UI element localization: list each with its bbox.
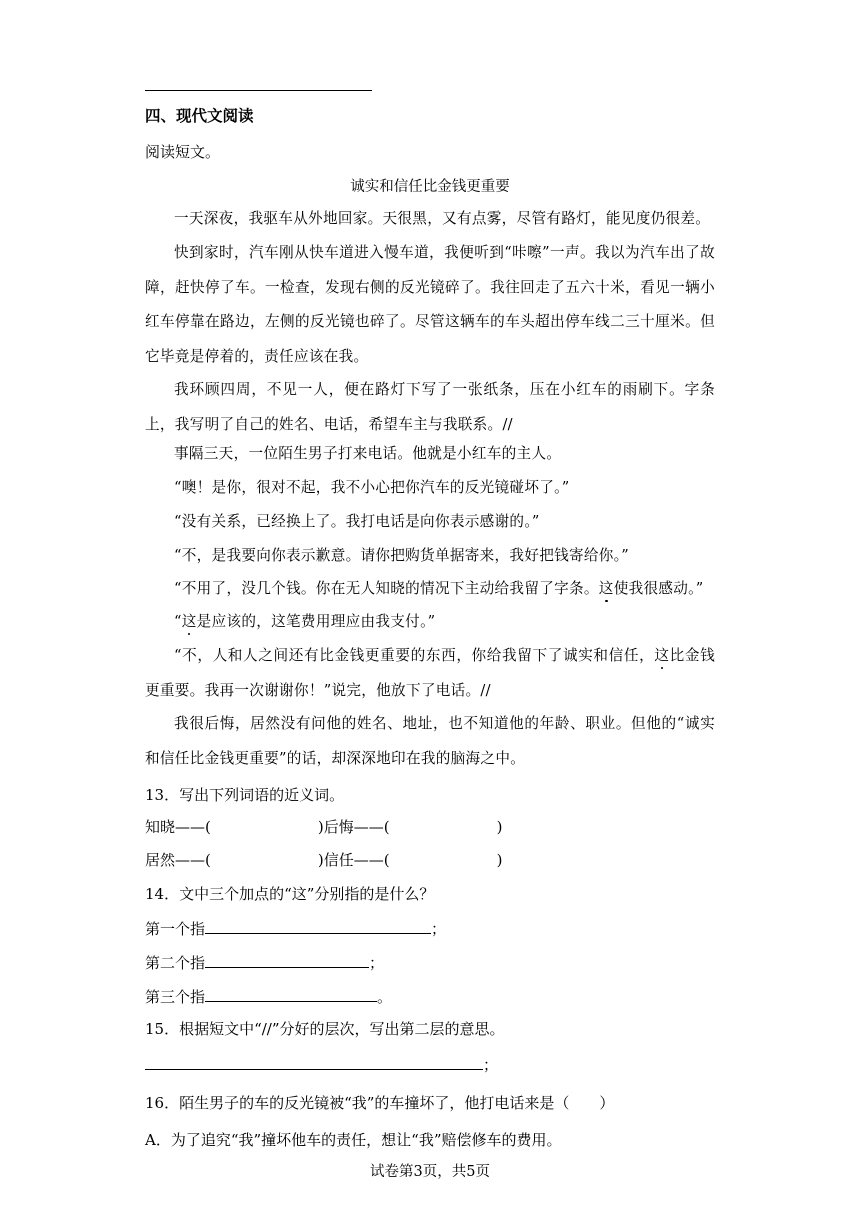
p9-text-after: 是应该的，这笔费用理应由我支付。” <box>196 613 436 630</box>
q15-answer-blank[interactable] <box>145 1054 483 1070</box>
q14-first-label: 第一个指 <box>145 920 206 938</box>
dotted-zhe-2: 这 <box>181 613 197 630</box>
p10-text-after: 比金钱更重要。我再一次谢谢你！”说完，他放下了电话。// <box>145 647 715 699</box>
section-heading: 四、现代文阅读 <box>145 106 254 125</box>
header-rule <box>145 90 372 91</box>
q14-third-row <box>145 986 392 1007</box>
q15-end: ； <box>483 1056 499 1074</box>
q14-first-end: ； <box>431 920 447 938</box>
dotted-zhe-1: 这 <box>598 580 614 597</box>
q13-prompt: 13．写出下列词语的近义词。 <box>145 786 345 804</box>
passage-paragraph-1: 一天深夜，我驱车从外地回家。天很黑，又有点雾，尽管有路灯，能见度仍很差。 <box>174 210 711 227</box>
passage-paragraph-3: 我环顾四周，不见一人，便在路灯下写了一张纸条，压在小红车的雨刷下。字条上，我写明了自己的姓名、电话，希望车主与我联系。// <box>145 381 715 433</box>
q14-prompt: 14．文中三个加点的“这”分别指的是什么？ <box>145 885 435 903</box>
passage-paragraph-2: 快到家时，汽车刚从快车道进入慢车道，我便听到“咔嚓”一声。我以为汽车出了故障，赶快停了车。一检查，发现右侧的反光镜碎了。我往回走了五六十米，看见一辆小红车停靠在路边，左侧的反光镜也碎了。尽管这辆车的车头超出停车线二三十厘米。但它毕竟是停着的，责任应该在我。 <box>145 244 715 365</box>
q13-word-juran: 居然——( <box>145 851 211 869</box>
q14-second-end: ； <box>369 954 385 972</box>
q14-second-label: 第二个指 <box>145 954 206 972</box>
page-footer: 试卷第3页，共5页 <box>370 1164 490 1180</box>
q14-first-blank[interactable] <box>205 918 431 934</box>
q14-second-blank[interactable] <box>205 952 369 968</box>
passage-paragraph-8 <box>145 572 715 607</box>
dotted-zhe-3: 这 <box>654 647 670 664</box>
passage-paragraph-4: 事隔三天，一位陌生男子打来电话。他就是小红车的主人。 <box>174 445 562 462</box>
passage-paragraph-10 <box>145 639 715 708</box>
q16-option-a[interactable]: A．为了追究“我”撞坏他车的责任，想让“我”赔偿修车的费用。 <box>145 1131 562 1149</box>
q14-third-end: 。 <box>377 988 393 1006</box>
q15-answer-row <box>145 1054 498 1075</box>
passage-paragraph-9 <box>145 605 715 640</box>
q13-word-xinren: )信任——( <box>317 851 390 869</box>
q14-third-blank[interactable] <box>205 986 377 1002</box>
q14-first-row <box>145 918 446 939</box>
q13-word-zhixiao: 知晓——( <box>145 818 211 836</box>
q13-word-houhui: )后悔——( <box>317 818 390 836</box>
p10-text-before: “不，人和人之间还有比金钱更重要的东西，你给我留下了诚实和信任， <box>174 647 655 664</box>
q13-row-2 <box>145 850 502 870</box>
p8-text-after: 使我很感动。” <box>613 580 704 597</box>
p9-open-quote: “ <box>174 613 182 630</box>
passage-paragraph-11: 我很后悔，居然没有问他的姓名、地址，也不知道他的年龄、职业。但他的“诚实和信任比金钱更重要”的话，却深深地印在我的脑海之中。 <box>145 715 715 767</box>
passage-paragraph-7: “不，是我要向你表示歉意。请你把购货单据寄来，我好把钱寄给你。” <box>174 547 630 564</box>
q15-prompt: 15．根据短文中“//”分好的层次，写出第二层的意思。 <box>145 1020 505 1038</box>
q14-second-row <box>145 952 384 973</box>
q13-row-1 <box>145 817 502 837</box>
passage-title: 诚实和信任比金钱更重要 <box>350 179 510 195</box>
q14-third-label: 第三个指 <box>145 988 206 1006</box>
instruction-text: 阅读短文。 <box>145 143 221 161</box>
passage-paragraph-5: “噢！是你，很对不起，我不小心把你汽车的反光镜碰坏了。” <box>174 479 570 496</box>
passage-paragraph-6: “没有关系，已经换上了。我打电话是向你表示感谢的。” <box>174 513 540 530</box>
q16-prompt: 16．陌生男子的车的反光镜被“我”的车撞坏了，他打电话来是（ ） <box>145 1094 615 1112</box>
p8-text-before: “不用了，没几个钱。你在无人知晓的情况下主动给我留了字条。 <box>174 580 599 597</box>
q13-close-1: ) <box>496 818 503 836</box>
q13-close-2: ) <box>496 851 503 869</box>
